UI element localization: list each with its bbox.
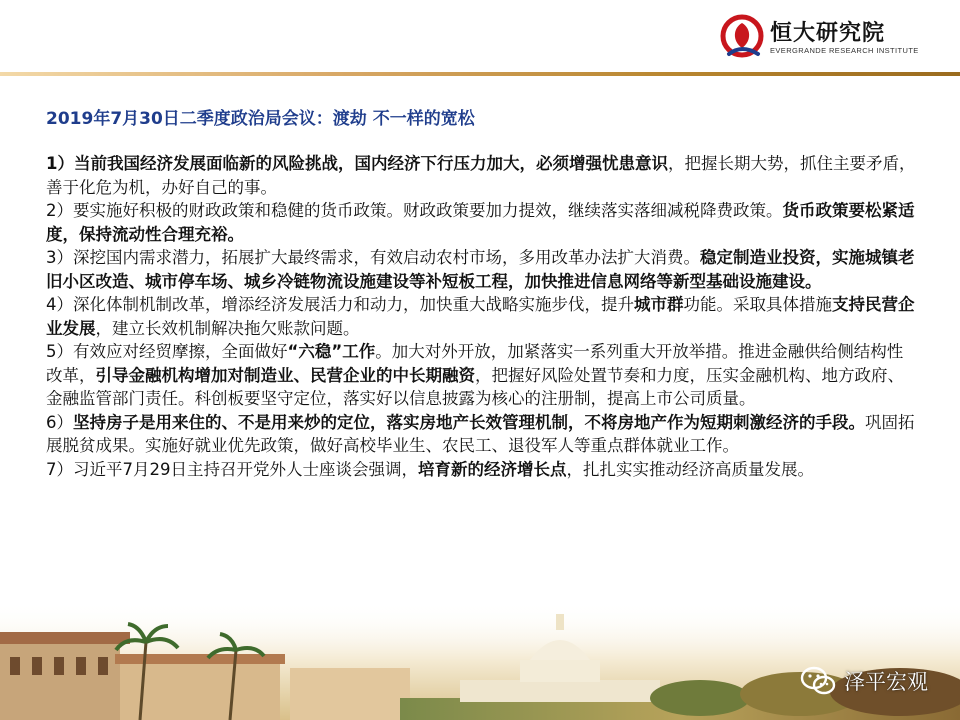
policy-point	[46, 246, 916, 293]
wechat-icon	[800, 666, 836, 696]
body-text-run: ，扎扎实实推动经济高质量发展。	[566, 459, 814, 479]
policy-point	[46, 340, 916, 411]
emphasis-text: 城市群	[634, 295, 684, 314]
watermark-text: 泽平宏观	[844, 670, 928, 694]
emphasis-text: 稳定制造业投资，实施城镇老旧小区改造、城市停车场、城乡冷链物流设施建设等补短板工程，加快推进信息网络等新型基础设施建设。	[46, 248, 915, 291]
slide-title: 2019年7月30日二季度政治局会议：渡劫 不一样的宽松	[46, 109, 475, 129]
slide-header	[0, 0, 960, 72]
body-text-run: 3）深挖国内需求潜力，拓展扩大最终需求，有效启动农村市场，多用改革办法扩大消费。	[46, 248, 700, 267]
policy-point	[46, 199, 916, 246]
header-gold-rule	[0, 72, 960, 76]
body-text-run: ，把握好风险处置节奏和力度，压实金融机构、地方政府、金融监管部门责任。科创板要坚守定位，落实好以信息披露为核心的注册制，提高上市公司质量。	[46, 365, 904, 408]
emphasis-text: 坚持房子是用来住的、不是用来炒的定位，落实房地产长效管理机制，不将房地产作为短期刺激经济的手段。	[73, 412, 865, 432]
slide-body	[46, 152, 916, 481]
logo-name: 恒大研究院	[770, 21, 886, 46]
body-text-run: 6）	[46, 412, 73, 432]
policy-point	[46, 411, 916, 458]
emphasis-text: 培育新的经济增长点	[418, 459, 567, 479]
body-text-run: 。加大对外开放，加紧落实一系列重大开放举措。推进金融供给侧结构性改革，	[46, 342, 904, 385]
policy-point	[46, 152, 916, 199]
body-text-run: 7）习近平7月29日主持召开党外人士座谈会强调，	[46, 459, 418, 479]
emphasis-text: 引导金融机构增加对制造业、民营企业的中长期融资	[95, 365, 475, 385]
body-text-run: 2）要实施好积极的财政政策和稳健的货币政策。财政政策要加力提效，继续落实落细减税降费政策。	[46, 201, 783, 220]
evergrande-logo-icon	[720, 14, 764, 58]
emphasis-text: 1）当前我国经济发展面临新的风险挑战，国内经济下行压力加大，必须增强忧患意识	[46, 154, 668, 173]
wechat-watermark	[800, 664, 928, 698]
logo-subtitle: EVERGRANDE RESEARCH INSTITUTE	[770, 46, 919, 55]
body-text-run: ，建立长效机制解决拖欠账款问题。	[95, 318, 360, 338]
policy-point	[46, 458, 916, 482]
body-text-run: ，把握长期大势，抓住主要矛盾，善于化危为机，办好自己的事。	[46, 154, 916, 197]
emphasis-text: 支持民营企业发展	[46, 295, 915, 338]
body-text-run: 巩固拓展脱贫成果。实施好就业优先政策，做好高校毕业生、农民工、退役军人等重点群体就业工作。	[46, 412, 915, 455]
policy-point	[46, 293, 916, 340]
evergrande-logo	[720, 12, 920, 64]
body-text-run: 功能。采取具体措施	[683, 295, 832, 314]
footer-building-illustration	[0, 602, 960, 720]
emphasis-text: “六稳”工作	[287, 342, 376, 361]
body-text-run: 5）有效应对经贸摩擦，全面做好	[46, 342, 288, 361]
body-text-run: 4）深化体制机制改革，增添经济发展活力和动力，加快重大战略实施步伐，提升	[46, 295, 634, 314]
emphasis-text: 货币政策要松紧适度，保持流动性合理充裕。	[46, 201, 915, 244]
